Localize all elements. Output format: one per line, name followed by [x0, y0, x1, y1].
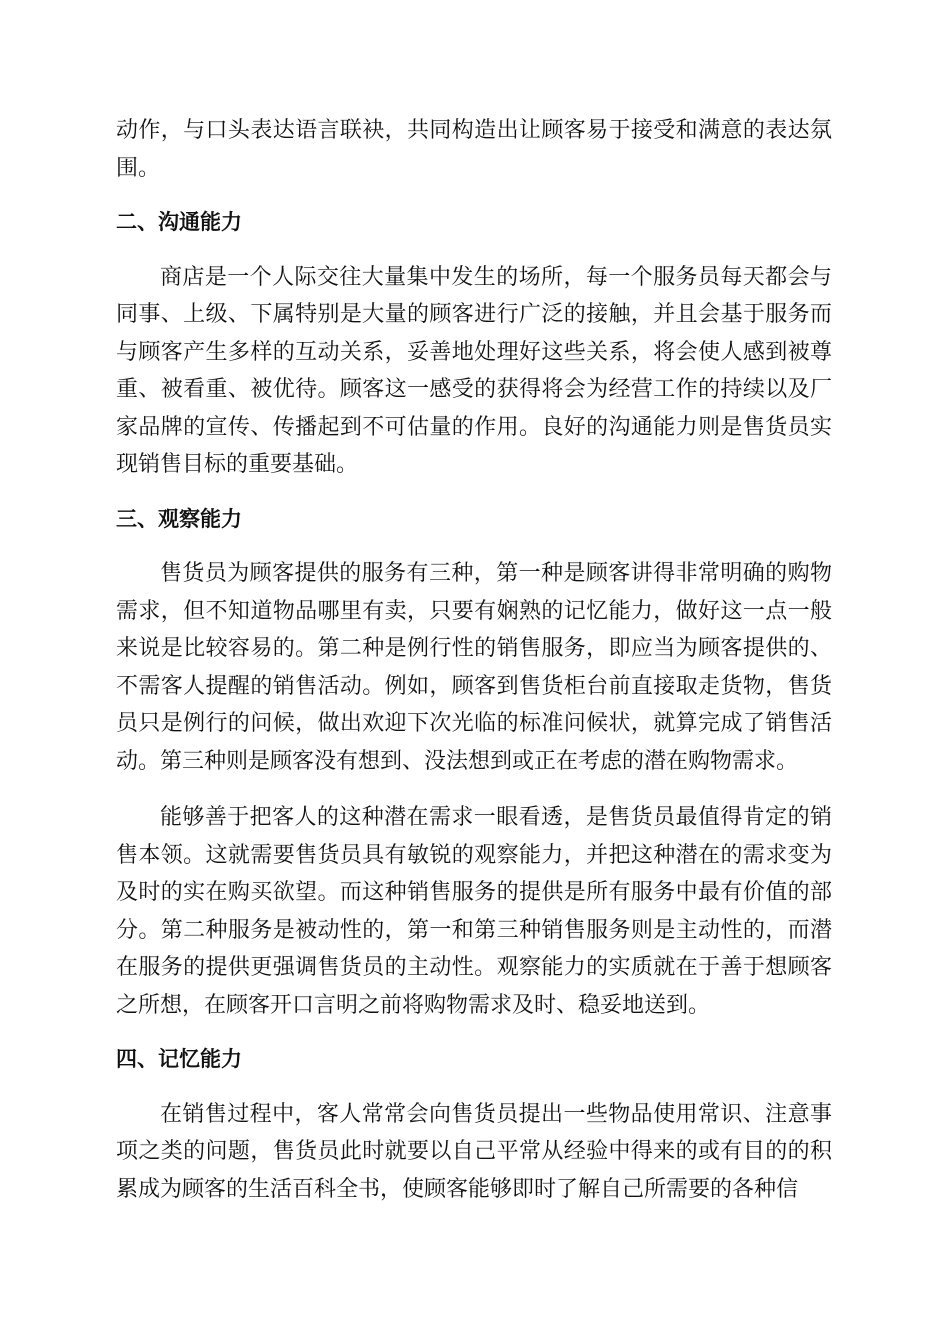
paragraph-continuation: 动作，与口头表达语言联袂，共同构造出让顾客易于接受和满意的表达氛围。	[116, 118, 832, 181]
paragraph-communication: 商店是一个人际交往大量集中发生的场所，每一个服务员每天都会与同事、上级、下属特别是大量的顾客进行广泛的接触，并且会基于服务而与顾客产生多样的互动关系，妥善地处理好这些关系，将会使人感到被尊重、被看重、被优待。顾客这一感受的获得将会为经营工作的持续以及厂家品牌的宣传、传播起到不可估量的作用。良好的沟通能力则是售货员实现销售目标的重要基础。	[116, 264, 832, 477]
section-heading-communication: 二、沟通能力	[116, 210, 242, 234]
section-heading-memory: 四、记忆能力	[116, 1047, 242, 1071]
document-page	[116, 112, 832, 1208]
section-heading-observation: 三、观察能力	[116, 506, 242, 531]
paragraph-memory: 在销售过程中，客人常常会向售货员提出一些物品使用常识、注意事项之类的问题，售货员此时就要以自己平常从经验中得来的或有目的的积累成为顾客的生活百科全书，使顾客能够即时了解自己所需要的各种信	[116, 1101, 832, 1202]
paragraph-observation-2: 能够善于把客人的这种潜在需求一眼看透，是售货员最值得肯定的销售本领。这就需要售货员具有敏锐的观察能力，并把这种潜在的需求变为及时的实在购买欲望。而这种销售服务的提供是所有服务中最有价值的部分。第二种服务是被动性的，第一和第三种销售服务则是主动性的，而潜在服务的提供更强调售货员的主动性。观察能力的实质就在于善于想顾客之所想，在顾客开口言明之前将购物需求及时、稳妥地送到。	[116, 805, 832, 1018]
paragraph-observation-1: 售货员为顾客提供的服务有三种，第一种是顾客讲得非常明确的购物需求，但不知道物品哪里有卖，只要有娴熟的记忆能力，做好这一点一般来说是比较容易的。第二种是例行性的销售服务，即应当为顾客提供的、不需客人提醒的销售活动。例如，顾客到售货柜台前直接取走货物，售货员只是例行的问候，做出欢迎下次光临的标准问候状，就算完成了销售活动。第三种则是顾客没有想到、没法想到或正在考虑的潜在购物需求。	[116, 561, 832, 774]
